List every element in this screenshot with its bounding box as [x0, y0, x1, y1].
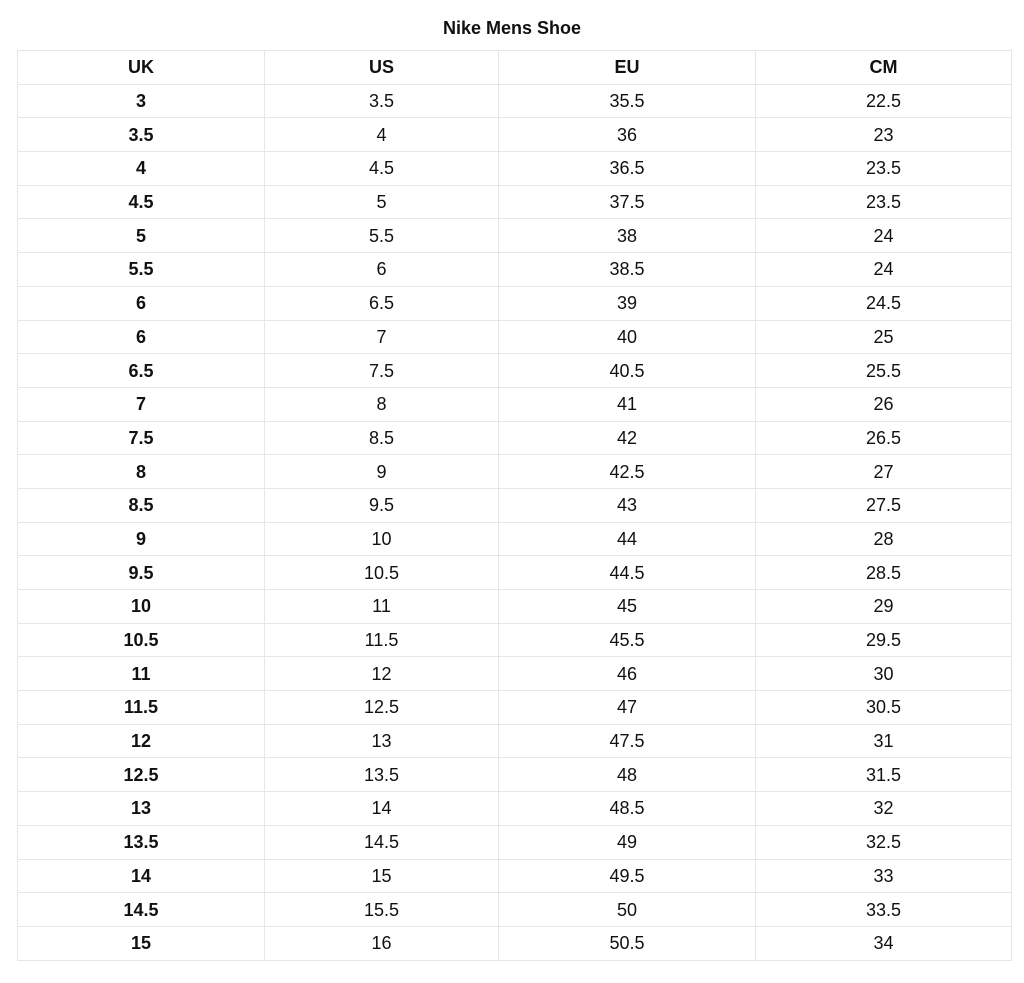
cell-uk: 6 — [18, 320, 265, 354]
cell-eu: 39 — [499, 286, 756, 320]
table-row — [18, 421, 1012, 455]
table-row — [18, 859, 1012, 893]
cell-uk: 5 — [18, 219, 265, 253]
cell-eu: 44 — [499, 522, 756, 556]
cell-eu: 35.5 — [499, 84, 756, 118]
cell-uk: 15 — [18, 926, 265, 960]
cell-uk: 10 — [18, 590, 265, 624]
table-row — [18, 118, 1012, 152]
cell-us: 15 — [265, 859, 499, 893]
cell-cm: 30.5 — [756, 691, 1012, 725]
table-row — [18, 893, 1012, 927]
cell-uk: 5.5 — [18, 253, 265, 287]
cell-eu: 41 — [499, 387, 756, 421]
cell-cm: 24 — [756, 253, 1012, 287]
header-row — [18, 51, 1012, 85]
cell-uk: 4.5 — [18, 185, 265, 219]
cell-uk: 12 — [18, 724, 265, 758]
cell-eu: 48.5 — [499, 792, 756, 826]
cell-eu: 47 — [499, 691, 756, 725]
cell-cm: 22.5 — [756, 84, 1012, 118]
cell-eu: 38 — [499, 219, 756, 253]
cell-cm: 23.5 — [756, 152, 1012, 186]
cell-eu: 40.5 — [499, 354, 756, 388]
cell-eu: 46 — [499, 657, 756, 691]
table-row — [18, 455, 1012, 489]
cell-cm: 31 — [756, 724, 1012, 758]
cell-uk: 12.5 — [18, 758, 265, 792]
cell-us: 14 — [265, 792, 499, 826]
table-row — [18, 185, 1012, 219]
cell-eu: 50 — [499, 893, 756, 927]
cell-cm: 27.5 — [756, 488, 1012, 522]
cell-uk: 11.5 — [18, 691, 265, 725]
table-row — [18, 724, 1012, 758]
cell-uk: 14 — [18, 859, 265, 893]
cell-eu: 45 — [499, 590, 756, 624]
table-row — [18, 623, 1012, 657]
cell-uk: 8 — [18, 455, 265, 489]
cell-eu: 49.5 — [499, 859, 756, 893]
cell-eu: 36.5 — [499, 152, 756, 186]
cell-cm: 25.5 — [756, 354, 1012, 388]
cell-us: 5.5 — [265, 219, 499, 253]
cell-cm: 23 — [756, 118, 1012, 152]
cell-us: 7 — [265, 320, 499, 354]
cell-eu: 44.5 — [499, 556, 756, 590]
cell-us: 10.5 — [265, 556, 499, 590]
cell-us: 10 — [265, 522, 499, 556]
cell-uk: 13.5 — [18, 825, 265, 859]
cell-us: 6.5 — [265, 286, 499, 320]
cell-us: 9 — [265, 455, 499, 489]
cell-cm: 23.5 — [756, 185, 1012, 219]
cell-us: 7.5 — [265, 354, 499, 388]
cell-us: 15.5 — [265, 893, 499, 927]
cell-uk: 7.5 — [18, 421, 265, 455]
column-header-uk: UK — [18, 51, 265, 85]
table-row — [18, 387, 1012, 421]
cell-us: 12 — [265, 657, 499, 691]
table-row — [18, 556, 1012, 590]
column-header-us: US — [265, 51, 499, 85]
cell-eu: 36 — [499, 118, 756, 152]
cell-cm: 33 — [756, 859, 1012, 893]
cell-us: 13 — [265, 724, 499, 758]
cell-cm: 26 — [756, 387, 1012, 421]
cell-cm: 32 — [756, 792, 1012, 826]
cell-us: 5 — [265, 185, 499, 219]
cell-eu: 38.5 — [499, 253, 756, 287]
cell-cm: 33.5 — [756, 893, 1012, 927]
cell-eu: 43 — [499, 488, 756, 522]
cell-uk: 10.5 — [18, 623, 265, 657]
cell-us: 11.5 — [265, 623, 499, 657]
cell-eu: 45.5 — [499, 623, 756, 657]
page-title: Nike Mens Shoe — [442, 18, 582, 38]
cell-us: 14.5 — [265, 825, 499, 859]
cell-eu: 40 — [499, 320, 756, 354]
table-row — [18, 590, 1012, 624]
cell-eu: 50.5 — [499, 926, 756, 960]
cell-us: 16 — [265, 926, 499, 960]
cell-uk: 9 — [18, 522, 265, 556]
cell-us: 6 — [265, 253, 499, 287]
cell-us: 12.5 — [265, 691, 499, 725]
cell-eu: 47.5 — [499, 724, 756, 758]
cell-eu: 42 — [499, 421, 756, 455]
table-row — [18, 320, 1012, 354]
cell-cm: 29 — [756, 590, 1012, 624]
cell-eu: 48 — [499, 758, 756, 792]
cell-cm: 24.5 — [756, 286, 1012, 320]
cell-cm: 34 — [756, 926, 1012, 960]
cell-cm: 32.5 — [756, 825, 1012, 859]
cell-cm: 24 — [756, 219, 1012, 253]
table-row — [18, 825, 1012, 859]
table-row — [18, 657, 1012, 691]
cell-cm: 28.5 — [756, 556, 1012, 590]
cell-uk: 4 — [18, 152, 265, 186]
cell-cm: 30 — [756, 657, 1012, 691]
cell-us: 3.5 — [265, 84, 499, 118]
cell-uk: 14.5 — [18, 893, 265, 927]
cell-us: 8 — [265, 387, 499, 421]
table-row — [18, 792, 1012, 826]
cell-uk: 3.5 — [18, 118, 265, 152]
cell-us: 13.5 — [265, 758, 499, 792]
table-row — [18, 522, 1012, 556]
cell-uk: 9.5 — [18, 556, 265, 590]
table-row — [18, 253, 1012, 287]
table-row — [18, 286, 1012, 320]
cell-us: 4 — [265, 118, 499, 152]
cell-eu: 49 — [499, 825, 756, 859]
cell-uk: 6.5 — [18, 354, 265, 388]
table-row — [18, 152, 1012, 186]
table-header — [18, 51, 1012, 85]
cell-uk: 6 — [18, 286, 265, 320]
table-row — [18, 926, 1012, 960]
column-header-cm: CM — [756, 51, 1012, 85]
cell-eu: 42.5 — [499, 455, 756, 489]
cell-cm: 28 — [756, 522, 1012, 556]
cell-us: 9.5 — [265, 488, 499, 522]
cell-us: 4.5 — [265, 152, 499, 186]
cell-uk: 11 — [18, 657, 265, 691]
column-header-eu: EU — [499, 51, 756, 85]
cell-us: 8.5 — [265, 421, 499, 455]
table-row — [18, 219, 1012, 253]
table-row — [18, 84, 1012, 118]
cell-eu: 37.5 — [499, 185, 756, 219]
table-row — [18, 691, 1012, 725]
table-body — [18, 84, 1012, 960]
table-row — [18, 354, 1012, 388]
size-chart-table — [17, 50, 1012, 961]
cell-cm: 26.5 — [756, 421, 1012, 455]
cell-cm: 31.5 — [756, 758, 1012, 792]
cell-cm: 27 — [756, 455, 1012, 489]
cell-uk: 8.5 — [18, 488, 265, 522]
table-row — [18, 488, 1012, 522]
cell-cm: 29.5 — [756, 623, 1012, 657]
cell-us: 11 — [265, 590, 499, 624]
cell-uk: 3 — [18, 84, 265, 118]
cell-cm: 25 — [756, 320, 1012, 354]
table-row — [18, 758, 1012, 792]
cell-uk: 7 — [18, 387, 265, 421]
cell-uk: 13 — [18, 792, 265, 826]
